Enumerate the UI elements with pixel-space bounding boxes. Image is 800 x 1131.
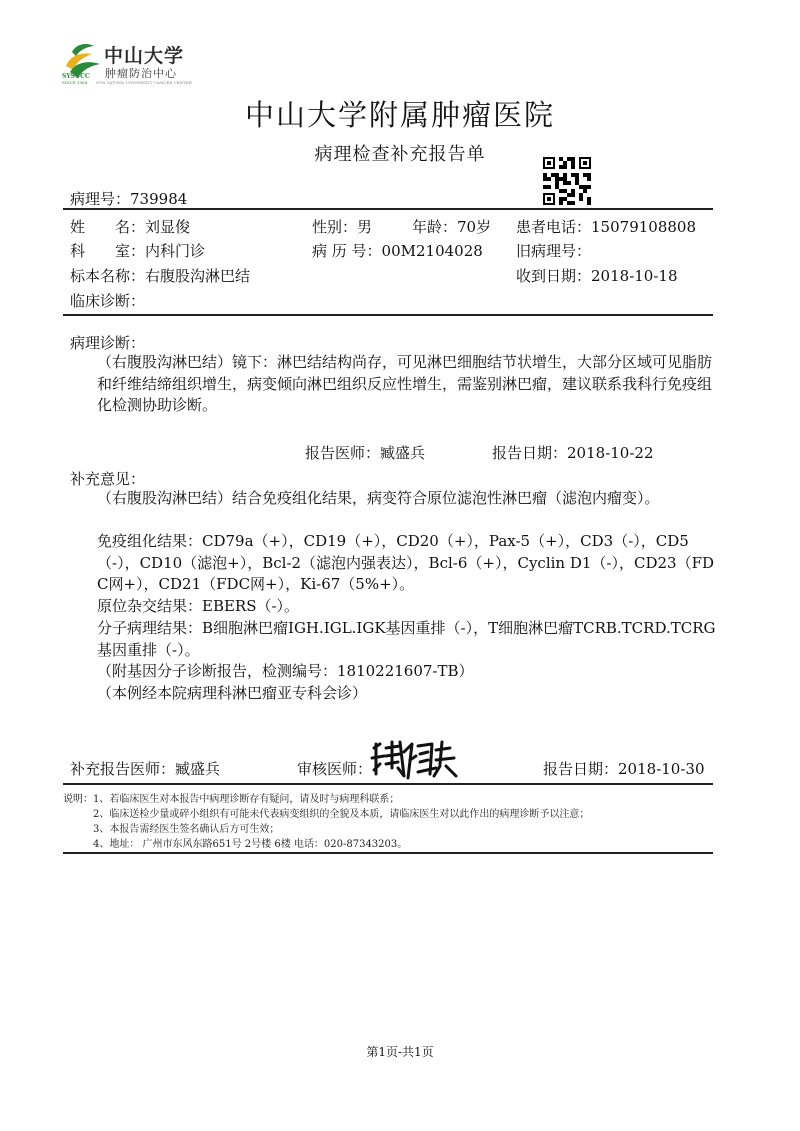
logo-subtitle: 肿瘤防治中心 bbox=[105, 67, 177, 80]
report-title: 中山大学附属肿瘤医院 bbox=[244, 98, 555, 132]
received-date: 收到日期：2018-10-18 bbox=[516, 267, 678, 285]
consultation-note: （本例经本院病理科淋巴瘤亚专科会诊） bbox=[97, 684, 368, 702]
divider bbox=[63, 852, 713, 854]
note-1: 1、若临床医生对本报告中病理诊断存有疑问，请及时与病理科联系； bbox=[93, 794, 400, 805]
medical-record-number: 病 历 号：00M2104028 bbox=[312, 242, 483, 260]
report-subtitle: 病理检查补充报告单 bbox=[314, 144, 486, 165]
department: 科 室：内科门诊 bbox=[70, 242, 206, 260]
supplement-conclusion: （右腹股沟淋巴结）结合免疫组化结果，病变符合原位滤泡性淋巴瘤（滤泡内瘤变）。 bbox=[97, 489, 660, 507]
logo-name: 中山大学 bbox=[104, 45, 185, 67]
patient-sex: 性别：男 bbox=[312, 218, 373, 236]
divider bbox=[63, 314, 713, 316]
supplement-report-date: 报告日期：2018-10-30 bbox=[543, 760, 705, 778]
specimen-name: 标本名称：右腹股沟淋巴结 bbox=[70, 267, 251, 285]
page-number: 第1页-共1页 bbox=[366, 1045, 434, 1059]
molecular-report-reference: （附基因分子诊断报告，检测编号：1810221607-TB） bbox=[97, 662, 474, 680]
molecular-pathology-results: 分子病理结果：B细胞淋巴瘤IGH.IGL.IGK基因重排（-），T细胞淋巴瘤TCRB.TCRD.TCRG基因重排（-）。 bbox=[97, 619, 716, 659]
pathology-number: 病理号：739984 bbox=[70, 190, 188, 208]
patient-age: 年龄：70岁 bbox=[412, 218, 492, 236]
in-situ-hybridization-results: 原位杂交结果：EBERS（-）。 bbox=[97, 597, 300, 615]
reviewer-signature bbox=[370, 738, 460, 782]
patient-phone: 患者电话：15079108808 bbox=[516, 218, 696, 236]
logo-abbr: SYSUCC bbox=[62, 73, 90, 80]
note-3: 3、本报告需经医生签名确认后方可生效； bbox=[93, 824, 280, 835]
divider bbox=[63, 783, 713, 785]
clinical-diagnosis: 临床诊断： bbox=[70, 292, 146, 310]
reviewer-label: 审核医师： bbox=[297, 760, 373, 778]
old-pathology-number: 旧病理号： bbox=[516, 242, 592, 260]
diagnosis-label: 病理诊断： bbox=[70, 334, 146, 352]
logo-english: SUN YAT-SEN UNIVERSITY CANCER CENTER bbox=[96, 80, 192, 85]
diagnosis-text: （右腹股沟淋巴结）镜下：淋巴结结构尚存，可见淋巴细胞结节状增生，大部分区域可见脂肪和纤维结缔组织增生，病变倾向淋巴组织反应性增生，需鉴别淋巴瘤，建议联系我科行免疫组化检测协助诊断。 bbox=[97, 353, 713, 414]
qr-code-icon bbox=[543, 157, 591, 205]
patient-name: 姓 名：刘显俊 bbox=[70, 218, 191, 236]
supplement-label: 补充意见： bbox=[70, 470, 146, 488]
diagnosis-date: 报告日期：2018-10-22 bbox=[492, 444, 654, 462]
logo-since: SINCE 1964 bbox=[62, 80, 88, 85]
notes-label: 说明： bbox=[63, 794, 93, 805]
diagnosis-doctor: 报告医师：臧盛兵 bbox=[305, 444, 426, 462]
note-2: 2、临床送检少量或碎小组织有可能未代表病变组织的全貌及本质，请临床医生对以此作出的病理诊断予以注意； bbox=[93, 809, 590, 820]
immunohistochemistry-results: 免疫组化结果：CD79a（+），CD19（+），CD20（+），Pax-5（+），CD3（-），CD5（-），CD10（滤泡+），Bcl-2（滤泡内强表达），Bcl-6（+），Cyclin D1（-），CD23（FDC网+），CD21（FDC网+），Ki-67（5%+）。 bbox=[97, 532, 715, 593]
note-4: 4、地址： 广州市东风东路651号 2号楼 6楼 电话：020-87343203。 bbox=[93, 839, 408, 850]
supplement-doctor: 补充报告医师：臧盛兵 bbox=[70, 760, 221, 778]
divider bbox=[63, 208, 713, 210]
